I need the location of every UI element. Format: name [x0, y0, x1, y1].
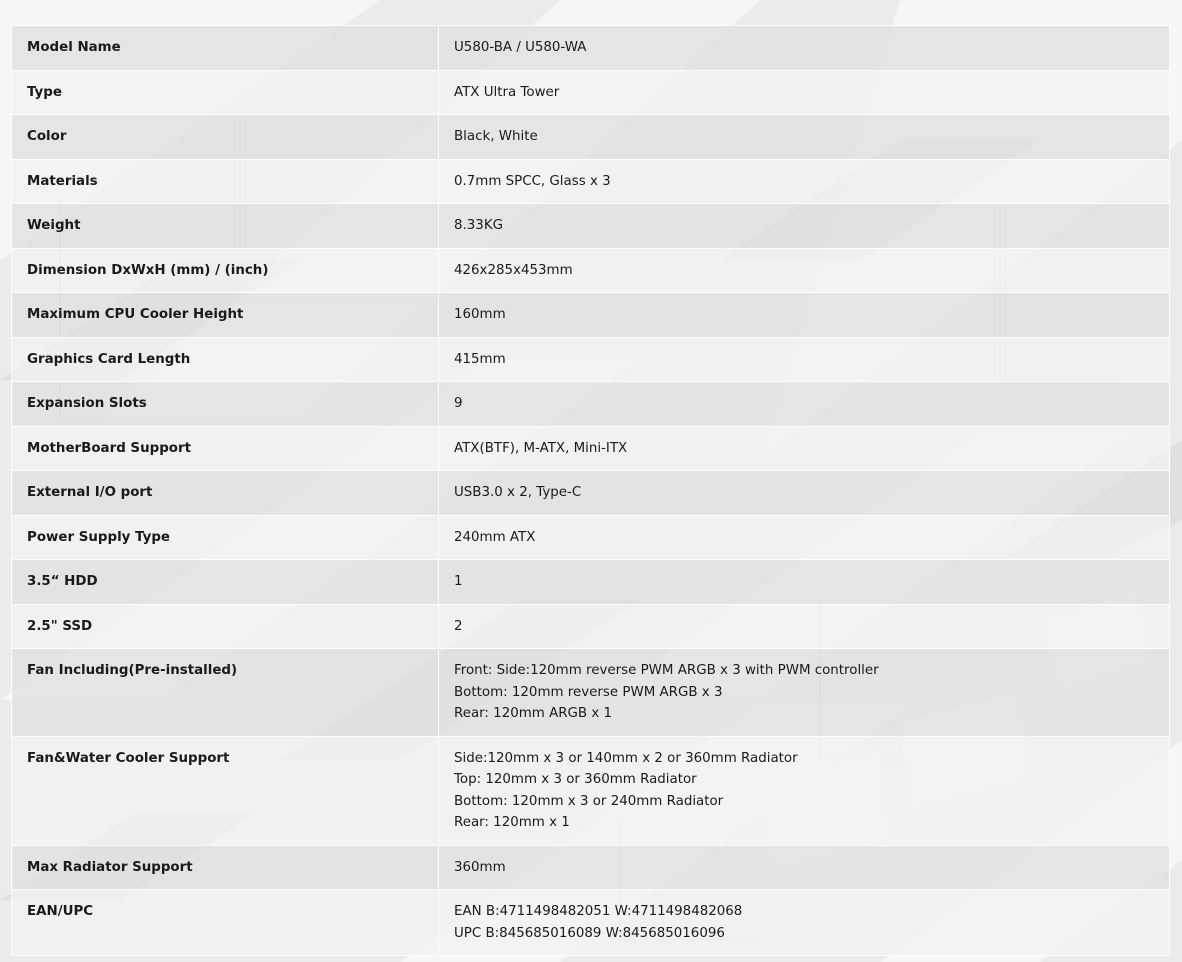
spec-value — [454, 890, 1154, 955]
spec-value — [454, 160, 1154, 204]
spec-value-line: 360mm — [454, 859, 506, 875]
spec-value — [454, 427, 1154, 471]
spec-value-line: ATX Ultra Tower — [454, 84, 560, 100]
spec-label-cell — [12, 248, 439, 293]
table-row — [12, 604, 1170, 649]
spec-label: MotherBoard Support — [27, 440, 191, 456]
table-row — [12, 736, 1170, 845]
table-row — [12, 70, 1170, 115]
spec-label-cell — [12, 204, 439, 249]
spec-label: 2.5" SSD — [27, 618, 93, 634]
spec-label-cell — [12, 337, 439, 382]
table-row — [12, 26, 1170, 71]
spec-value-line: Front: Side:120mm reverse PWM ARGB x 3 with PWM controller — [454, 663, 879, 678]
spec-label-cell — [12, 560, 439, 605]
spec-label: Expansion Slots — [27, 396, 147, 411]
table-row — [12, 204, 1170, 249]
table-row — [12, 248, 1170, 293]
spec-label: Type — [27, 84, 62, 100]
table-row — [12, 890, 1170, 956]
spec-value-cell — [439, 159, 1170, 204]
spec-value — [454, 71, 1154, 115]
spec-value-line: USB3.0 x 2, Type-C — [454, 485, 582, 500]
spec-label: Graphics Card Length — [27, 351, 191, 367]
spec-value-line: Black, White — [454, 129, 538, 144]
spec-label-cell — [12, 426, 439, 471]
spec-label-cell — [12, 845, 439, 890]
spec-label: Power Supply Type — [27, 529, 171, 545]
spec-value-cell — [439, 515, 1170, 560]
spec-label: EAN/UPC — [27, 904, 94, 919]
spec-value-line: 9 — [454, 396, 463, 411]
spec-value-line: 160mm — [454, 307, 506, 322]
spec-label-cell — [12, 70, 439, 115]
spec-value-cell — [439, 70, 1170, 115]
spec-label: Fan&Water Cooler Support — [27, 750, 230, 766]
table-row — [12, 426, 1170, 471]
table-row — [12, 337, 1170, 382]
spec-value-line: 0.7mm SPCC, Glass x 3 — [454, 173, 611, 189]
spec-value-cell — [439, 604, 1170, 649]
spec-label: Fan Including(Pre-installed) — [27, 663, 238, 678]
table-row — [12, 115, 1170, 160]
spec-value-line: ATX(BTF), M-ATX, Mini-ITX — [454, 440, 628, 456]
spec-value — [454, 471, 1154, 515]
spec-label-cell — [12, 471, 439, 516]
spec-label-cell — [12, 515, 439, 560]
spec-value — [454, 737, 1154, 845]
spec-label-cell — [12, 115, 439, 160]
spec-label-cell — [12, 382, 439, 427]
spec-value-line: Rear: 120mm ARGB x 1 — [454, 706, 613, 721]
spec-value — [454, 649, 1154, 736]
table-row — [12, 293, 1170, 338]
spec-value-line: EAN B:4711498482051 W:4711498482068 — [454, 904, 743, 919]
spec-value-cell — [439, 471, 1170, 516]
table-row — [12, 845, 1170, 890]
spec-label-cell — [12, 604, 439, 649]
spec-value — [454, 293, 1154, 337]
table-row — [12, 471, 1170, 516]
spec-value-cell — [439, 845, 1170, 890]
spec-table-body — [12, 26, 1170, 956]
spec-value-line: 2 — [454, 618, 463, 634]
spec-label: Color — [27, 129, 67, 144]
spec-label-cell — [12, 26, 439, 71]
spec-label-cell — [12, 159, 439, 204]
spec-label: External I/O port — [27, 485, 153, 500]
spec-value-cell — [439, 382, 1170, 427]
spec-label: Max Radiator Support — [27, 859, 193, 875]
spec-value — [454, 338, 1154, 382]
spec-label: Materials — [27, 173, 98, 189]
spec-value — [454, 382, 1154, 426]
table-row — [12, 649, 1170, 737]
spec-label: Maximum CPU Cooler Height — [27, 307, 244, 322]
spec-value-cell — [439, 204, 1170, 249]
spec-value-line: Rear: 120mm x 1 — [454, 815, 570, 830]
spec-label-cell — [12, 293, 439, 338]
spec-label: Weight — [27, 218, 81, 233]
spec-value-line: UPC B:845685016089 W:845685016096 — [454, 925, 725, 941]
spec-value-line: 426x285x453mm — [454, 262, 573, 278]
table-row — [12, 515, 1170, 560]
spec-label-cell — [12, 736, 439, 845]
spec-value — [454, 560, 1154, 604]
spec-label: Model Name — [27, 40, 121, 55]
spec-value-line: Top: 120mm x 3 or 360mm Radiator — [454, 772, 697, 787]
spec-value-cell — [439, 890, 1170, 956]
spec-value-cell — [439, 426, 1170, 471]
spec-value — [454, 846, 1154, 890]
spec-value — [454, 516, 1154, 560]
spec-value-cell — [439, 337, 1170, 382]
spec-label-cell — [12, 890, 439, 956]
spec-value — [454, 115, 1154, 159]
spec-value — [454, 249, 1154, 293]
spec-value-cell — [439, 736, 1170, 845]
spec-value-line: 415mm — [454, 351, 506, 367]
spec-value-line: 8.33KG — [454, 218, 503, 233]
spec-value-line: Side:120mm x 3 or 140mm x 2 or 360mm Radiator — [454, 750, 798, 766]
spec-value-cell — [439, 248, 1170, 293]
spec-value — [454, 26, 1154, 70]
spec-value-line: 1 — [454, 574, 463, 589]
table-row — [12, 560, 1170, 605]
spec-value-line: U580-BA / U580-WA — [454, 40, 587, 55]
table-row — [12, 382, 1170, 427]
spec-value-cell — [439, 560, 1170, 605]
spec-value-cell — [439, 115, 1170, 160]
table-row — [12, 159, 1170, 204]
spec-value-line: Bottom: 120mm reverse PWM ARGB x 3 — [454, 684, 723, 700]
spec-value-cell — [439, 26, 1170, 71]
spec-value-cell — [439, 649, 1170, 737]
spec-table — [11, 25, 1170, 956]
spec-value-line: Bottom: 120mm x 3 or 240mm Radiator — [454, 793, 724, 809]
spec-value — [454, 204, 1154, 248]
spec-value-line: 240mm ATX — [454, 529, 536, 545]
spec-label: Dimension DxWxH (mm) / (inch) — [27, 262, 269, 278]
spec-label: 3.5“ HDD — [27, 574, 98, 589]
spec-label-cell — [12, 649, 439, 737]
spec-value — [454, 605, 1154, 649]
spec-value-cell — [439, 293, 1170, 338]
